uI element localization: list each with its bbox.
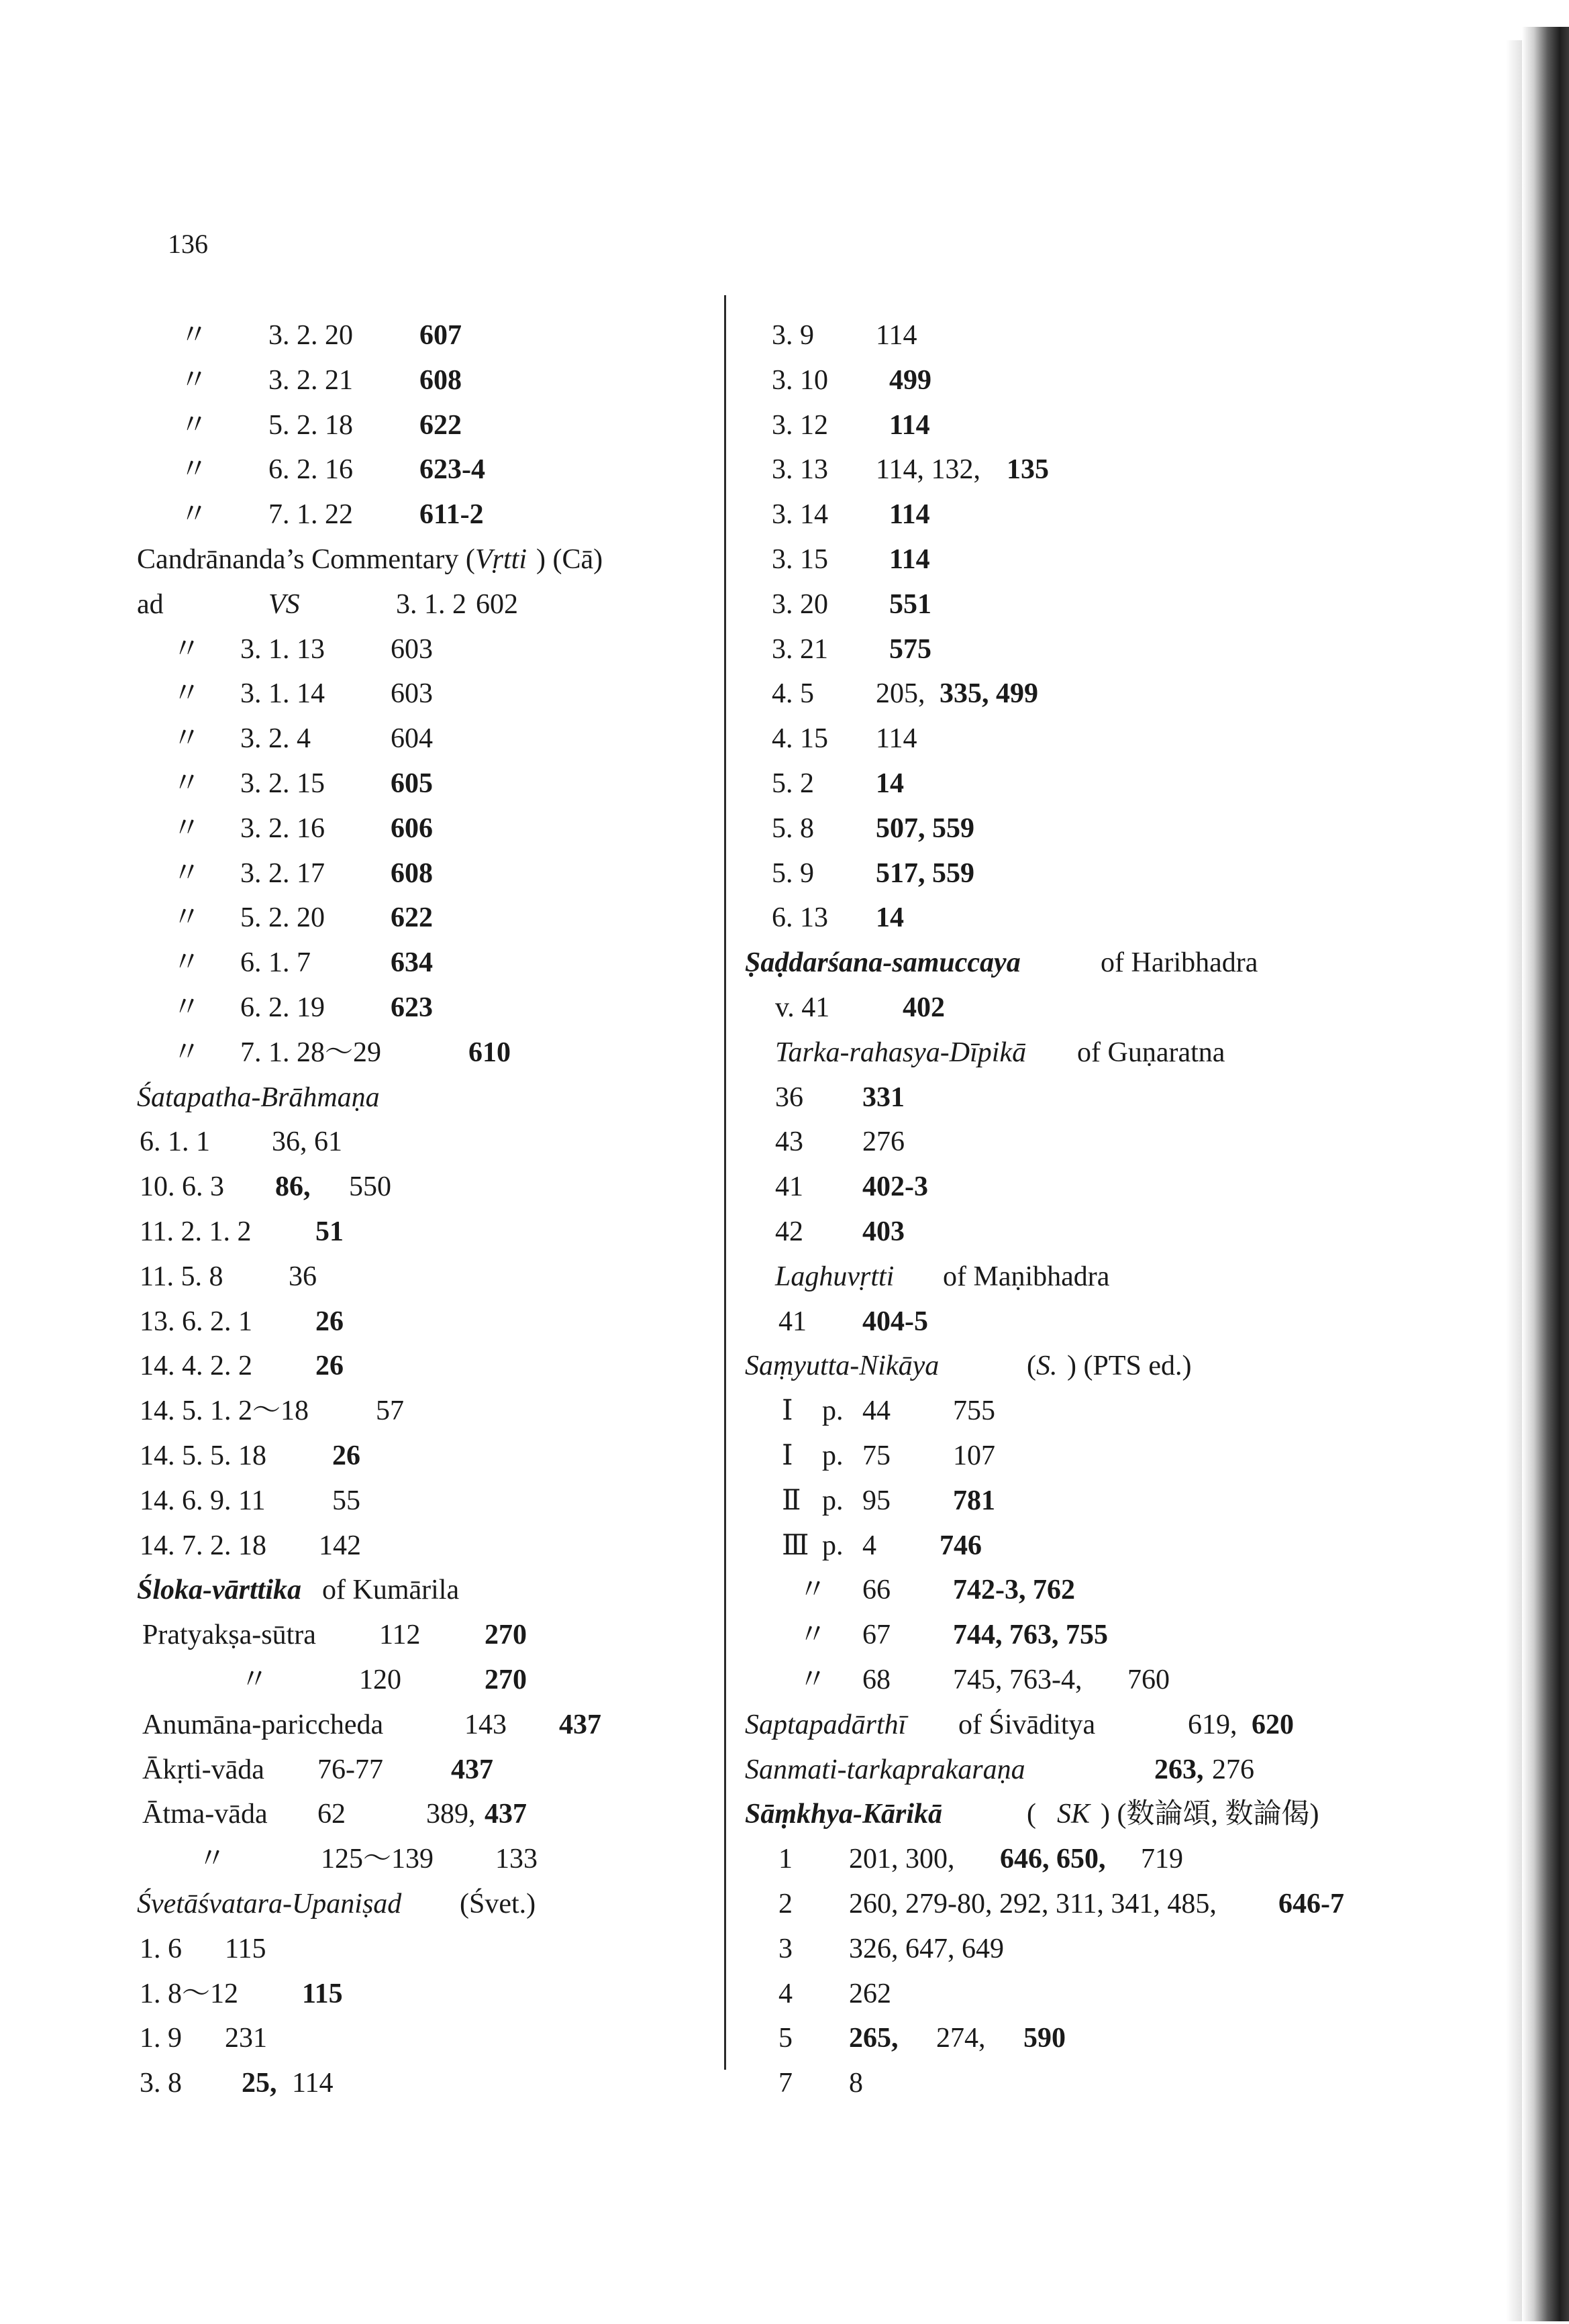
right-index-entry (0, 2018, 1569, 2058)
entry-page-numbers: 3. 1. 13 (240, 633, 325, 665)
entry-page-numbers: 95 (862, 1485, 891, 1516)
entry-page-numbers: p. (822, 1395, 844, 1427)
entry-page-numbers: 611-2 (419, 499, 484, 531)
ditto-mark: 〃 (172, 633, 201, 665)
entry-page-numbers: 742-3, 762 (953, 1575, 1075, 1606)
right-index-entry (0, 1436, 1569, 1476)
page-binding-edge (1522, 27, 1569, 2321)
entry-page-numbers: 86, (275, 1171, 311, 1203)
entry-page-numbers: 604 (391, 723, 433, 755)
entry-page-numbers: 607 (419, 320, 462, 351)
entry-page-numbers: 781 (953, 1485, 995, 1516)
right-index-entry (0, 1481, 1569, 1521)
entry-reference: 10. 6. 3 (140, 1171, 224, 1203)
entry-reference: 3. 13 (772, 454, 828, 486)
entry-reference: 14. 6. 9. 11 (140, 1485, 266, 1516)
entry-reference: 5. 9 (772, 857, 814, 889)
entry-page-numbers: p. (822, 1530, 844, 1561)
entry-page-numbers: 575 (889, 633, 931, 665)
right-index-entry (0, 1884, 1569, 1924)
entry-page-numbers: ) (数論頌, 数論偈) (1101, 1799, 1319, 1830)
entry-page-numbers: 550 (349, 1171, 391, 1203)
right-index-entry (0, 494, 1569, 535)
entry-page-numbers: ) (Cā) (536, 544, 603, 575)
entry-reference: 3. 20 (772, 588, 828, 620)
entry-page-numbers: 7. 1. 28～29 (240, 1037, 382, 1068)
entry-reference: 13. 6. 2. 1 (140, 1306, 252, 1337)
entry-page-numbers: Vṛtti (475, 544, 527, 575)
entry-page-numbers: 276 (1212, 1754, 1254, 1785)
entry-reference: 14. 5. 1. 2～18 (140, 1395, 309, 1427)
entry-page-numbers: 3. 1. 2 (396, 588, 466, 620)
right-index-entry (0, 1257, 1569, 1297)
entry-page-numbers: 437 (451, 1754, 493, 1785)
entry-page-numbers: 36 (289, 1261, 317, 1292)
entry-page-numbers: 262 (849, 1978, 891, 2009)
right-index-entry (0, 360, 1569, 401)
entry-reference: Ⅲ (782, 1530, 809, 1561)
entry-page-numbers: 634 (391, 947, 433, 979)
entry-page-numbers: 231 (225, 2023, 267, 2054)
entry-reference: 3. 8 (140, 2068, 182, 2099)
entry-reference: 3. 12 (772, 409, 828, 441)
entry-page-numbers: ( (1027, 1799, 1036, 1830)
entry-page-numbers: 107 (953, 1440, 995, 1471)
entry-page-numbers: 8 (849, 2068, 863, 2099)
entry-page-numbers: 602 (476, 588, 518, 620)
entry-reference: 3. 15 (772, 544, 828, 575)
entry-page-numbers: 4 (862, 1530, 876, 1561)
ditto-mark: 〃 (180, 409, 209, 441)
entry-page-numbers: 744, 763, 755 (953, 1620, 1108, 1651)
right-index-entry (0, 1122, 1569, 1162)
right-index-entry (0, 719, 1569, 759)
entry-page-numbers: 25, (242, 2068, 277, 2099)
ditto-mark: 〃 (172, 768, 201, 799)
entry-page-numbers: 55 (332, 1485, 360, 1516)
entry-page-numbers: p. (822, 1440, 844, 1471)
entry-page-numbers: 646, 650, (1000, 1844, 1106, 1875)
entry-reference: Ⅰ (782, 1440, 793, 1471)
entry-page-numbers: S. (1036, 1351, 1058, 1382)
right-index-entry (0, 584, 1569, 625)
right-index-entry (0, 988, 1569, 1028)
entry-page-numbers: 114, 132, (876, 454, 980, 486)
entry-reference: ad (137, 588, 164, 620)
ditto-mark: 〃 (240, 1665, 269, 1695)
right-index-entry (0, 1033, 1569, 1073)
entry-page-numbers: 623 (391, 992, 433, 1023)
right-index-entry (0, 1212, 1569, 1252)
entry-page-numbers: 114 (889, 544, 930, 575)
entry-reference: Tarka-rahasya-Dīpikā (775, 1037, 1027, 1068)
ditto-mark: 〃 (180, 454, 209, 486)
entry-page-numbers: 135 (1007, 454, 1049, 486)
ditto-mark: 〃 (172, 723, 201, 755)
entry-page-numbers: 114 (876, 320, 917, 351)
entry-reference: 4 (778, 1978, 793, 2009)
entry-page-numbers: 403 (862, 1216, 905, 1247)
entry-page-numbers: of Śivāditya (958, 1709, 1096, 1740)
right-index-entry (0, 1167, 1569, 1207)
ditto-mark: 〃 (180, 499, 209, 531)
entry-reference: Saptapadārthī (745, 1709, 907, 1740)
entry-reference: 5 (778, 2023, 793, 2054)
entry-page-numbers: (Śvet.) (460, 1889, 536, 1919)
entry-reference: Ⅱ (782, 1485, 801, 1516)
right-index-entry (0, 539, 1569, 580)
ditto-mark: 〃 (172, 812, 201, 844)
entry-page-numbers: 114 (889, 499, 930, 531)
ditto-mark: 〃 (198, 1844, 227, 1875)
entry-reference: 5. 2 (772, 768, 814, 799)
entry-page-numbers: 112 (379, 1620, 421, 1651)
entry-page-numbers: 603 (391, 633, 433, 665)
right-index-entry (0, 1839, 1569, 1879)
entry-page-numbers: 507, 559 (876, 812, 974, 844)
entry-page-numbers: VS (268, 588, 300, 620)
entry-page-numbers: 745, 763-4, (953, 1665, 1082, 1695)
right-index-entry (0, 1346, 1569, 1386)
entry-reference: 14. 5. 5. 18 (140, 1440, 266, 1471)
entry-page-numbers: 608 (391, 857, 433, 889)
entry-reference: 3. 9 (772, 320, 814, 351)
entry-page-numbers: 6. 2. 16 (268, 454, 353, 486)
entry-reference: 3 (778, 1933, 793, 1964)
entry-page-numbers: 114 (876, 723, 917, 755)
entry-page-numbers: 36, 61 (272, 1126, 342, 1158)
ditto-mark: 〃 (799, 1665, 827, 1695)
ditto-mark: 〃 (172, 992, 201, 1023)
entry-page-numbers: 270 (485, 1620, 527, 1651)
entry-reference: 3. 14 (772, 499, 828, 531)
right-index-entry (0, 1077, 1569, 1118)
entry-page-numbers: 115 (302, 1978, 343, 2009)
right-index-entry (0, 2063, 1569, 2103)
entry-page-numbers: 437 (559, 1709, 601, 1740)
right-index-entry (0, 853, 1569, 894)
entry-reference: 4. 5 (772, 678, 814, 710)
entry-reference: 3. 10 (772, 364, 828, 396)
entry-page-numbers: 590 (1023, 2023, 1066, 2054)
ditto-mark: 〃 (172, 902, 201, 934)
entry-page-numbers: 68 (862, 1665, 891, 1695)
entry-page-numbers: 142 (319, 1530, 361, 1561)
entry-reference: Sanmati-tarkaprakaraṇa (745, 1754, 1025, 1785)
entry-page-numbers: 75 (862, 1440, 891, 1471)
entry-page-numbers: 120 (359, 1665, 401, 1695)
right-index-entry (0, 1391, 1569, 1431)
entry-reference: 42 (775, 1216, 803, 1247)
entry-page-numbers: 270 (485, 1665, 527, 1695)
entry-page-numbers: 26 (315, 1351, 344, 1382)
entry-page-numbers: 499 (889, 364, 931, 396)
entry-page-numbers: 114 (889, 409, 930, 441)
entry-reference: 14. 7. 2. 18 (140, 1530, 266, 1561)
right-index-entry (0, 1615, 1569, 1655)
entry-reference: 36 (775, 1081, 803, 1113)
entry-page-numbers: of Kumārila (322, 1575, 460, 1606)
entry-reference: 2 (778, 1889, 793, 1919)
entry-page-numbers: 26 (332, 1440, 360, 1471)
entry-page-numbers: 605 (391, 768, 433, 799)
entry-reference: Laghuvṛtti (775, 1261, 895, 1292)
entry-page-numbers: 274, (936, 2023, 986, 2054)
entry-reference: Śloka-vārttika (137, 1575, 302, 1606)
right-index-entry (0, 943, 1569, 983)
entry-page-numbers: 619, (1188, 1709, 1237, 1740)
entry-reference: Sāṃkhya-Kārikā (745, 1799, 943, 1830)
entry-page-numbers: 746 (940, 1530, 982, 1561)
entry-reference: 6. 1. 1 (140, 1126, 210, 1158)
entry-reference: 41 (778, 1306, 807, 1337)
entry-page-numbers: 719 (1141, 1844, 1183, 1875)
entry-page-numbers: 755 (953, 1395, 995, 1427)
entry-page-numbers: 14 (876, 768, 904, 799)
entry-page-numbers: 6. 1. 7 (240, 947, 311, 979)
entry-page-numbers: 260, 279-80, 292, 311, 341, 485, (849, 1889, 1217, 1919)
entry-page-numbers: 7. 1. 22 (268, 499, 353, 531)
entry-reference: 41 (775, 1171, 803, 1203)
entry-page-numbers: 646-7 (1278, 1889, 1344, 1919)
entry-page-numbers: ( (1027, 1351, 1036, 1382)
entry-page-numbers: 402 (903, 992, 945, 1023)
entry-page-numbers: 201, 300, (849, 1844, 955, 1875)
right-index-entry (0, 1750, 1569, 1790)
right-index-entry (0, 1705, 1569, 1745)
entry-reference: 14. 4. 2. 2 (140, 1351, 252, 1382)
right-index-entry (0, 898, 1569, 938)
entry-reference: 11. 5. 8 (140, 1261, 223, 1292)
entry-page-numbers: 57 (376, 1395, 404, 1427)
entry-page-numbers: 143 (464, 1709, 507, 1740)
entry-page-numbers: 115 (225, 1933, 266, 1964)
right-index-entry (0, 1974, 1569, 2014)
entry-page-numbers: 760 (1127, 1665, 1170, 1695)
entry-page-numbers: 402-3 (862, 1171, 928, 1203)
entry-reference: Ākṛti-vāda (142, 1754, 264, 1785)
right-index-entry (0, 1302, 1569, 1342)
ditto-mark: 〃 (172, 947, 201, 979)
entry-page-numbers: 62 (317, 1799, 346, 1830)
entry-reference: 1 (778, 1844, 793, 1875)
entry-page-numbers: SK (1057, 1799, 1091, 1830)
entry-reference: Candrānanda’s Commentary ( (137, 544, 475, 575)
entry-page-numbers: 551 (889, 588, 931, 620)
ditto-mark: 〃 (172, 1037, 201, 1068)
entry-reference: Pratyakṣa-sūtra (142, 1620, 316, 1651)
right-index-entry (0, 674, 1569, 714)
right-index-entry (0, 1660, 1569, 1700)
entry-page-numbers: 606 (391, 812, 433, 844)
entry-page-numbers: 265, (849, 2023, 899, 2054)
entry-page-numbers: 437 (485, 1799, 527, 1830)
entry-page-numbers: 622 (419, 409, 462, 441)
entry-reference: Ⅰ (782, 1395, 793, 1427)
entry-reference: Ātma-vāda (142, 1799, 268, 1830)
entry-page-numbers: 3. 2. 16 (240, 812, 325, 844)
entry-page-numbers: 326, 647, 649 (849, 1933, 1004, 1964)
entry-reference: 3. 21 (772, 633, 828, 665)
entry-page-numbers: 517, 559 (876, 857, 974, 889)
entry-page-numbers: 133 (495, 1844, 538, 1875)
entry-reference: Ṣaḍdarśana-samuccaya (745, 947, 1021, 979)
ditto-mark: 〃 (180, 364, 209, 396)
entry-reference: 6. 13 (772, 902, 828, 934)
entry-reference: 43 (775, 1126, 803, 1158)
entry-page-numbers: ) (PTS ed.) (1067, 1351, 1192, 1382)
entry-reference: 7 (778, 2068, 793, 2099)
right-index-entry (0, 1570, 1569, 1610)
entry-reference: 5. 8 (772, 812, 814, 844)
right-index-entry (0, 450, 1569, 490)
entry-page-numbers: 623-4 (419, 454, 485, 486)
entry-page-numbers: 14 (876, 902, 904, 934)
right-index-entry (0, 1526, 1569, 1566)
ditto-mark: 〃 (172, 678, 201, 710)
page-edge-shadow (1506, 40, 1522, 2321)
entry-reference: 11. 2. 1. 2 (140, 1216, 252, 1247)
entry-page-numbers: 6. 2. 19 (240, 992, 325, 1023)
entry-page-numbers: 3. 2. 15 (240, 768, 325, 799)
ditto-mark: 〃 (180, 320, 209, 351)
right-index-entry (0, 1794, 1569, 1834)
entry-page-numbers: 3. 2. 17 (240, 857, 325, 889)
entry-page-numbers: 5. 2. 20 (240, 902, 325, 934)
ditto-mark: 〃 (172, 857, 201, 889)
entry-page-numbers: 276 (862, 1126, 905, 1158)
entry-page-numbers: 610 (468, 1037, 511, 1068)
entry-page-numbers: 3. 2. 21 (268, 364, 353, 396)
entry-reference: 1. 9 (140, 2023, 182, 2054)
entry-page-numbers: 620 (1252, 1709, 1294, 1740)
right-index-entry (0, 629, 1569, 670)
entry-reference: Śvetāśvatara-Upaniṣad (137, 1889, 402, 1919)
entry-page-numbers: 3. 1. 14 (240, 678, 325, 710)
entry-page-numbers: 335, 499 (940, 678, 1038, 710)
entry-reference: 4. 15 (772, 723, 828, 755)
entry-reference: 1. 8～12 (140, 1978, 239, 2009)
entry-page-numbers: of Haribhadra (1101, 947, 1258, 979)
ditto-mark: 〃 (799, 1620, 827, 1651)
entry-page-numbers: 205, (876, 678, 925, 710)
entry-page-numbers: 5. 2. 18 (268, 409, 353, 441)
ditto-mark: 〃 (799, 1575, 827, 1606)
right-index-entry (0, 763, 1569, 804)
entry-reference: Saṃyutta-Nikāya (745, 1351, 940, 1382)
right-index-entry (0, 315, 1569, 356)
entry-page-numbers: 404-5 (862, 1306, 928, 1337)
entry-page-numbers: 125～139 (321, 1844, 434, 1875)
entry-page-numbers: 603 (391, 678, 433, 710)
right-index-entry (0, 808, 1569, 849)
entry-page-numbers: 51 (315, 1216, 344, 1247)
entry-page-numbers: 44 (862, 1395, 891, 1427)
entry-page-numbers: 622 (391, 902, 433, 934)
entry-page-numbers: 76-77 (317, 1754, 383, 1785)
entry-page-numbers: 26 (315, 1306, 344, 1337)
entry-page-numbers: of Maṇibhadra (943, 1261, 1110, 1292)
entry-page-numbers: 331 (862, 1081, 905, 1113)
page-number: 136 (168, 229, 208, 259)
entry-page-numbers: p. (822, 1485, 844, 1516)
entry-reference: Anumāna-pariccheda (142, 1709, 384, 1740)
entry-page-numbers: 114 (292, 2068, 334, 2099)
entry-page-numbers: 389, (426, 1799, 476, 1830)
entry-page-numbers: 66 (862, 1575, 891, 1606)
entry-reference: Śatapatha-Brāhmaṇa (137, 1081, 380, 1113)
entry-reference: v. 41 (775, 992, 830, 1023)
entry-page-numbers: 67 (862, 1620, 891, 1651)
entry-page-numbers: of Guṇaratna (1077, 1037, 1225, 1068)
entry-page-numbers: 608 (419, 364, 462, 396)
entry-page-numbers: 3. 2. 4 (240, 723, 311, 755)
entry-reference: 1. 6 (140, 1933, 182, 1964)
right-index-entry (0, 1929, 1569, 1969)
entry-page-numbers: 263, (1154, 1754, 1204, 1785)
right-index-entry (0, 405, 1569, 445)
entry-page-numbers: 3. 2. 20 (268, 320, 353, 351)
